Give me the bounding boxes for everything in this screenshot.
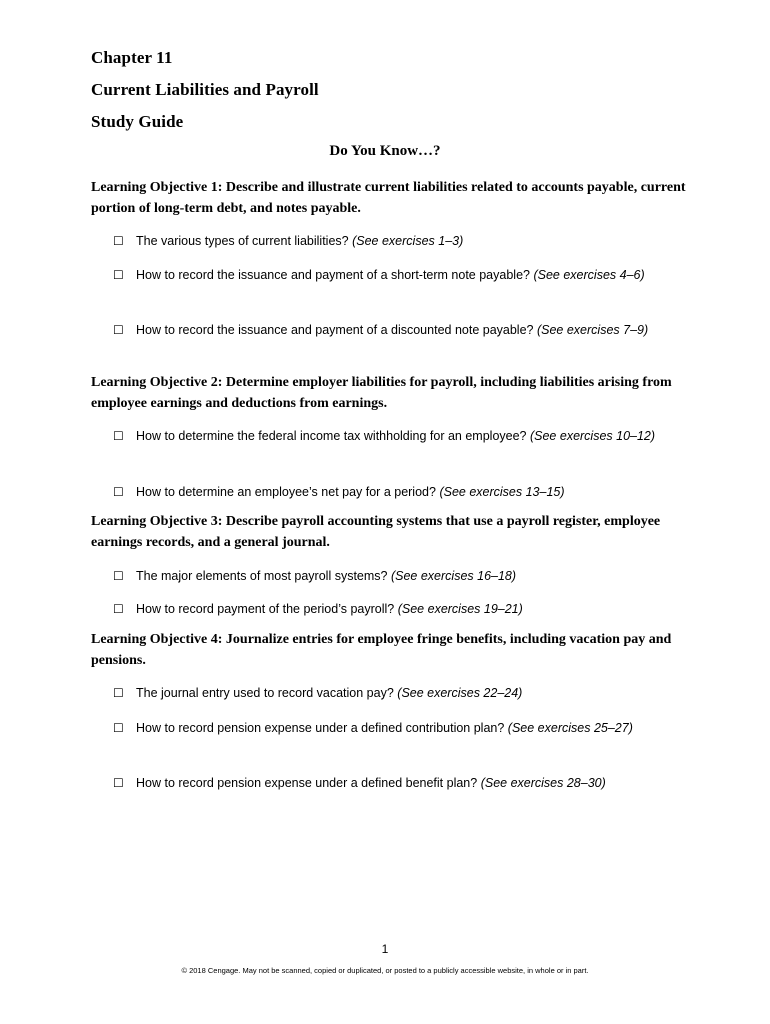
learning-objective-4: Learning Objective 4: Journalize entries for employee fringe benefits, including vacation pay and pensions. — [91, 632, 672, 668]
checklist-item — [113, 717, 673, 739]
learning-objective-3: Learning Objective 3: Describe payroll accounting systems that use a payroll register, employee earnings records, and a general journal. — [91, 514, 661, 550]
chapter-heading: Chapter 11 — [91, 48, 173, 67]
checkbox-icon[interactable]: ☐ — [113, 721, 124, 735]
do-you-know-heading: Do You Know…? — [329, 143, 441, 159]
copyright-footer: © 2018 Cengage. May not be scanned, copied or duplicated, or posted to a publicly accessible website, in whole or in part. — [181, 966, 589, 975]
checklist-item — [113, 598, 673, 620]
item-text: How to record the issuance and payment of a short-term note payable? — [136, 268, 530, 282]
learning-objective-1: Learning Objective 1: Describe and illustrate current liabilities related to accounts payable, current portion of long-term debt, and notes payable. — [91, 180, 686, 216]
item-text: How to record pension expense under a defined contribution plan? — [136, 721, 505, 735]
checklist-item — [113, 772, 673, 794]
exercise-reference: (See exercises 4–6) — [533, 268, 645, 282]
item-text: How to record pension expense under a defined benefit plan? — [136, 776, 478, 790]
exercise-reference: (See exercises 19–21) — [397, 602, 523, 616]
checkbox-icon[interactable]: ☐ — [113, 323, 124, 337]
exercise-reference: (See exercises 10–12) — [529, 429, 656, 443]
checklist-item — [113, 264, 673, 286]
item-text: The journal entry used to record vacation pay? — [136, 686, 394, 700]
exercise-reference: (See exercises 16–18) — [390, 569, 517, 583]
checkbox-icon[interactable]: ☐ — [113, 602, 124, 616]
study-guide-heading: Study Guide — [91, 112, 184, 131]
item-text: How to record payment of the period’s payroll? — [136, 602, 395, 616]
item-text: How to determine the federal income tax withholding for an employee? — [136, 429, 527, 443]
checkbox-icon[interactable]: ☐ — [113, 776, 124, 790]
checklist-item — [113, 565, 673, 587]
checkbox-icon[interactable]: ☐ — [113, 569, 124, 583]
exercise-reference: (See exercises 25–27) — [507, 721, 633, 735]
exercise-reference: (See exercises 1–3) — [352, 234, 464, 248]
exercise-reference: (See exercises 13–15) — [439, 485, 565, 499]
item-text: How to record the issuance and payment of a discounted note payable? — [136, 323, 534, 337]
checkbox-icon[interactable]: ☐ — [113, 268, 124, 282]
exercise-reference: (See exercises 28–30) — [480, 776, 606, 790]
exercise-reference: (See exercises 22–24) — [397, 686, 523, 700]
checklist-item — [113, 425, 673, 447]
learning-objective-2: Learning Objective 2: Determine employer liabilities for payroll, including liabilities arising from employee earnings and deductions from earnings. — [91, 375, 672, 411]
checklist-item — [113, 230, 673, 252]
checklist-item — [113, 481, 673, 503]
item-text: The various types of current liabilities? — [136, 234, 349, 248]
checklist-item — [113, 682, 673, 704]
item-text: How to determine an employee’s net pay for a period? — [136, 485, 436, 499]
page-number: 1 — [381, 942, 389, 956]
checkbox-icon[interactable]: ☐ — [113, 485, 124, 499]
checklist-item — [113, 319, 673, 341]
chapter-subtitle: Current Liabilities and Payroll — [91, 80, 319, 99]
checkbox-icon[interactable]: ☐ — [113, 429, 124, 443]
item-text: The major elements of most payroll systems? — [136, 569, 388, 583]
checkbox-icon[interactable]: ☐ — [113, 234, 124, 248]
exercise-reference: (See exercises 7–9) — [536, 323, 649, 337]
checkbox-icon[interactable]: ☐ — [113, 686, 124, 700]
